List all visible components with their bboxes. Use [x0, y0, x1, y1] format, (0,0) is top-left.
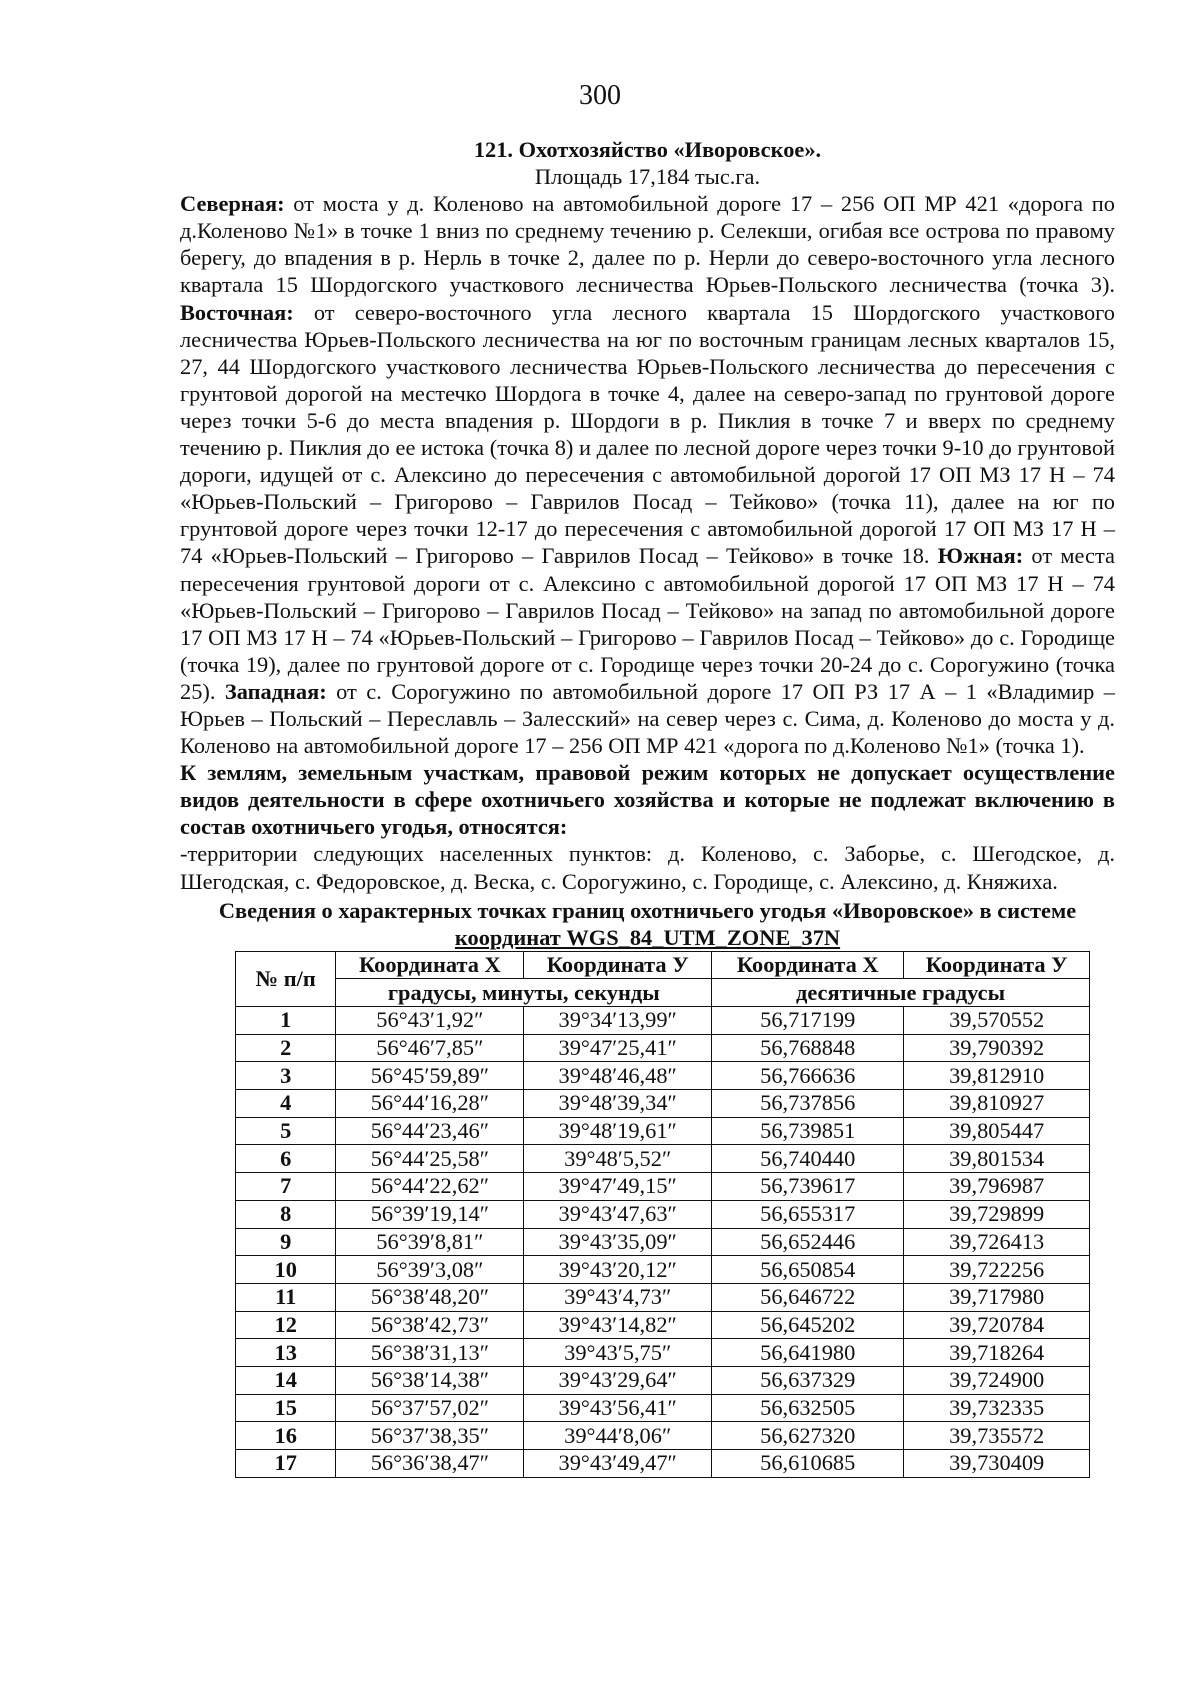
point-number-cell: 16: [236, 1422, 336, 1450]
y-decimal-cell: 39,718264: [904, 1339, 1090, 1367]
y-decimal-cell: 39,796987: [904, 1173, 1090, 1201]
table-row: [236, 1062, 1090, 1090]
y-decimal-cell: 39,726413: [904, 1228, 1090, 1256]
table-title: [160, 897, 1135, 951]
y-dms-cell: 39°34′13,99″: [524, 1007, 712, 1035]
point-number-cell: 8: [236, 1200, 336, 1228]
x-dms-cell: 56°36′38,47″: [336, 1450, 524, 1478]
point-number-cell: 11: [236, 1283, 336, 1311]
x-decimal-cell: 56,646722: [712, 1283, 904, 1311]
table-row: [236, 1173, 1090, 1201]
y-dms-cell: 39°48′5,52″: [524, 1145, 712, 1173]
y-dms-cell: 39°43′49,47″: [524, 1450, 712, 1478]
y-dms-cell: 39°43′35,09″: [524, 1228, 712, 1256]
y-decimal-cell: 39,720784: [904, 1311, 1090, 1339]
y-decimal-cell: 39,717980: [904, 1283, 1090, 1311]
y-dms-cell: 39°43′47,63″: [524, 1200, 712, 1228]
x-decimal-cell: 56,737856: [712, 1090, 904, 1118]
document-body: [180, 136, 1115, 1478]
x-dms-cell: 56°37′38,35″: [336, 1422, 524, 1450]
x-dms-cell: 56°37′57,02″: [336, 1394, 524, 1422]
y-dms-cell: 39°44′8,06″: [524, 1422, 712, 1450]
table-row: [236, 1450, 1090, 1478]
table-row: [236, 1339, 1090, 1367]
y-decimal-cell: 39,730409: [904, 1450, 1090, 1478]
table-row: [236, 1228, 1090, 1256]
exclusions-text: -территории следующих населенных пунктов: д. Коленово, с. Заборье, с. Шегодское, д. Шегодская, с. Федоровское, д. Веска, с. Сорогужино, с. Городище, с. Алексино, д. Княжиха.: [180, 841, 1115, 894]
page-number: 300: [579, 80, 621, 111]
y-decimal-cell: 39,724900: [904, 1366, 1090, 1394]
point-number-cell: 15: [236, 1394, 336, 1422]
header-y-dms: Координата У: [524, 951, 712, 979]
y-dms-cell: 39°43′29,64″: [524, 1366, 712, 1394]
table-body: [236, 1007, 1090, 1478]
x-dms-cell: 56°39′3,08″: [336, 1256, 524, 1284]
header-x-dec: Координата X: [712, 951, 904, 979]
x-decimal-cell: 56,740440: [712, 1145, 904, 1173]
point-number-cell: 1: [236, 1007, 336, 1035]
exclusions-heading: К землям, земельным участкам, правовой режим которых не допускает осуществление видов деятельности в сфере охотничьего хозяйства и которые не подлежат включению в состав охотничьего угодья, относятся:: [180, 760, 1115, 840]
header-x-dms: Координата X: [336, 951, 524, 979]
x-dms-cell: 56°44′22,62″: [336, 1173, 524, 1201]
table-title-line1: Сведения о характерных точках границ охотничьего угодья «Иворовское» в системе: [218, 897, 1077, 923]
y-decimal-cell: 39,810927: [904, 1090, 1090, 1118]
south-label: Южная:: [937, 543, 1024, 569]
table-row: [236, 1366, 1090, 1394]
point-number-cell: 13: [236, 1339, 336, 1367]
x-decimal-cell: 56,637329: [712, 1366, 904, 1394]
subheader-dec: десятичные градусы: [712, 979, 1090, 1007]
x-dms-cell: 56°44′23,46″: [336, 1117, 524, 1145]
subheader-dms: градусы, минуты, секунды: [336, 979, 712, 1007]
x-dms-cell: 56°44′25,58″: [336, 1145, 524, 1173]
x-dms-cell: 56°45′59,89″: [336, 1062, 524, 1090]
y-decimal-cell: 39,729899: [904, 1200, 1090, 1228]
y-dms-cell: 39°47′49,15″: [524, 1173, 712, 1201]
table-row: [236, 1007, 1090, 1035]
table-row: [236, 1117, 1090, 1145]
table-row: [236, 1090, 1090, 1118]
y-decimal-cell: 39,801534: [904, 1145, 1090, 1173]
point-number-cell: 9: [236, 1228, 336, 1256]
point-number-cell: 14: [236, 1366, 336, 1394]
x-decimal-cell: 56,627320: [712, 1422, 904, 1450]
x-decimal-cell: 56,655317: [712, 1200, 904, 1228]
section-heading: 121. Охотхозяйство «Иворовское».: [473, 137, 822, 162]
point-number-cell: 17: [236, 1450, 336, 1478]
y-dms-cell: 39°43′20,12″: [524, 1256, 712, 1284]
x-dms-cell: 56°39′8,81″: [336, 1228, 524, 1256]
x-decimal-cell: 56,768848: [712, 1034, 904, 1062]
east-label: Восточная:: [180, 299, 294, 325]
x-decimal-cell: 56,652446: [712, 1228, 904, 1256]
table-row: [236, 1256, 1090, 1284]
y-dms-cell: 39°43′56,41″: [524, 1394, 712, 1422]
point-number-cell: 4: [236, 1090, 336, 1118]
x-dms-cell: 56°38′42,73″: [336, 1311, 524, 1339]
x-decimal-cell: 56,717199: [712, 1007, 904, 1035]
x-decimal-cell: 56,650854: [712, 1256, 904, 1284]
table-row: [236, 1311, 1090, 1339]
y-decimal-cell: 39,735572: [904, 1422, 1090, 1450]
point-number-cell: 6: [236, 1145, 336, 1173]
y-decimal-cell: 39,570552: [904, 1007, 1090, 1035]
x-dms-cell: 56°38′14,38″: [336, 1366, 524, 1394]
x-dms-cell: 56°39′19,14″: [336, 1200, 524, 1228]
point-number-cell: 2: [236, 1034, 336, 1062]
table-row: [236, 1394, 1090, 1422]
boundary-description: [180, 190, 1115, 759]
x-decimal-cell: 56,632505: [712, 1394, 904, 1422]
y-dms-cell: 39°43′4,73″: [524, 1283, 712, 1311]
point-number-cell: 3: [236, 1062, 336, 1090]
north-text: от моста у д. Коленово на автомобильной дороге 17 – 256 ОП МР 421 «дорога по д.Коленово №1» в точке 1 вниз по среднему течению р. Селекши, огибая все острова по правому берегу, до впадения в р. Нерль в точке 2, далее по р. Нерли до северо-восточного угла лесного квартала 15 Шордогского участкового лесничества Юрьев-Польского лесничества (точка 3).: [180, 191, 1115, 298]
x-dms-cell: 56°38′31,13″: [336, 1339, 524, 1367]
x-decimal-cell: 56,739851: [712, 1117, 904, 1145]
table-row: [236, 1200, 1090, 1228]
table-row: [236, 1422, 1090, 1450]
east-text: от северо-восточного угла лесного квартала 15 Шордогского участкового лесничества Юрьев-Польского лесничества на юг по восточным границам лесных кварталов 15, 27, 44 Шордогского участкового лесничества Юрьев-Польского лесничества до пересечения с грунтовой дорогой на местечко Шордога в точке 4, далее на северо-запад по грунтовой дороге через точки 5-6 до места впадения р. Шордоги в р. Пиклия в точке 7 и вверх по среднему течению р. Пиклия до ее истока (точка 8) и далее по лесной дороге через точки 9-10 до грунтовой дороги, идущей от с. Алексино до пересечения с автомобильной дорогой 17 ОП МЗ 17 Н – 74 «Юрьев-Польский – Григорово – Гаврилов Посад – Тейково» (точка 11), далее на юг по грунтовой дороге через точки 12-17 до пересечения с автомобильной дорогой 17 ОП МЗ 17 Н – 74 «Юрьев-Польский – Григорово – Гаврилов Посад – Тейково» в точке 18.: [180, 299, 1115, 569]
table-header-row: [236, 951, 1090, 979]
table-row: [236, 1145, 1090, 1173]
area-line: Площадь 17,184 тыс.га.: [534, 164, 761, 190]
y-decimal-cell: 39,790392: [904, 1034, 1090, 1062]
y-decimal-cell: 39,732335: [904, 1394, 1090, 1422]
table-row: [236, 1283, 1090, 1311]
x-dms-cell: 56°44′16,28″: [336, 1090, 524, 1118]
point-number-cell: 10: [236, 1256, 336, 1284]
x-decimal-cell: 56,739617: [712, 1173, 904, 1201]
coordinates-table: [235, 951, 1090, 1478]
y-dms-cell: 39°48′46,48″: [524, 1062, 712, 1090]
x-dms-cell: 56°38′48,20″: [336, 1283, 524, 1311]
west-label: Западная:: [224, 678, 327, 704]
x-decimal-cell: 56,645202: [712, 1311, 904, 1339]
x-decimal-cell: 56,641980: [712, 1339, 904, 1367]
point-number-cell: 7: [236, 1173, 336, 1201]
north-label: Северная:: [180, 191, 285, 217]
x-decimal-cell: 56,766636: [712, 1062, 904, 1090]
y-dms-cell: 39°43′5,75″: [524, 1339, 712, 1367]
point-number-cell: 5: [236, 1117, 336, 1145]
y-dms-cell: 39°48′19,61″: [524, 1117, 712, 1145]
y-dms-cell: 39°47′25,41″: [524, 1034, 712, 1062]
y-decimal-cell: 39,722256: [904, 1256, 1090, 1284]
point-number-cell: 12: [236, 1311, 336, 1339]
x-dms-cell: 56°46′7,85″: [336, 1034, 524, 1062]
table-row: [236, 1034, 1090, 1062]
y-dms-cell: 39°43′14,82″: [524, 1311, 712, 1339]
x-decimal-cell: 56,610685: [712, 1450, 904, 1478]
y-decimal-cell: 39,812910: [904, 1062, 1090, 1090]
table-title-line2: координат WGS_84_UTM_ZONE_37N: [454, 924, 841, 950]
header-num: № п/п: [236, 951, 336, 1006]
table-subheader-row: [236, 979, 1090, 1007]
y-dms-cell: 39°48′39,34″: [524, 1090, 712, 1118]
y-decimal-cell: 39,805447: [904, 1117, 1090, 1145]
x-dms-cell: 56°43′1,92″: [336, 1007, 524, 1035]
south-text: от места пересечения грунтовой дороги от с. Алексино с автомобильной дорогой 17 ОП МЗ 17 Н – 74 «Юрьев-Польский – Григорово – Гаврилов Посад – Тейково» на запад по автомобильной дороге 17 ОП МЗ 17 Н – 74 «Юрьев-Польский – Григорово – Гаврилов Посад – Тейково» до с. Городище (точка 19), далее по грунтовой дороге от с. Городище через точки 20-24 до с. Сорогужино (точка 25).: [180, 543, 1115, 704]
west-text: от с. Сорогужино по автомобильной дороге 17 ОП РЗ 17 А – 1 «Владимир – Юрьев – Польский – Переславль – Залесский» на север через с. Сима, д. Коленово до моста у д. Коленово на автомобильной дороге 17 – 256 ОП МР 421 «дорога по д.Коленово №1» (точка 1).: [180, 678, 1115, 759]
header-y-dec: Координата У: [904, 951, 1090, 979]
